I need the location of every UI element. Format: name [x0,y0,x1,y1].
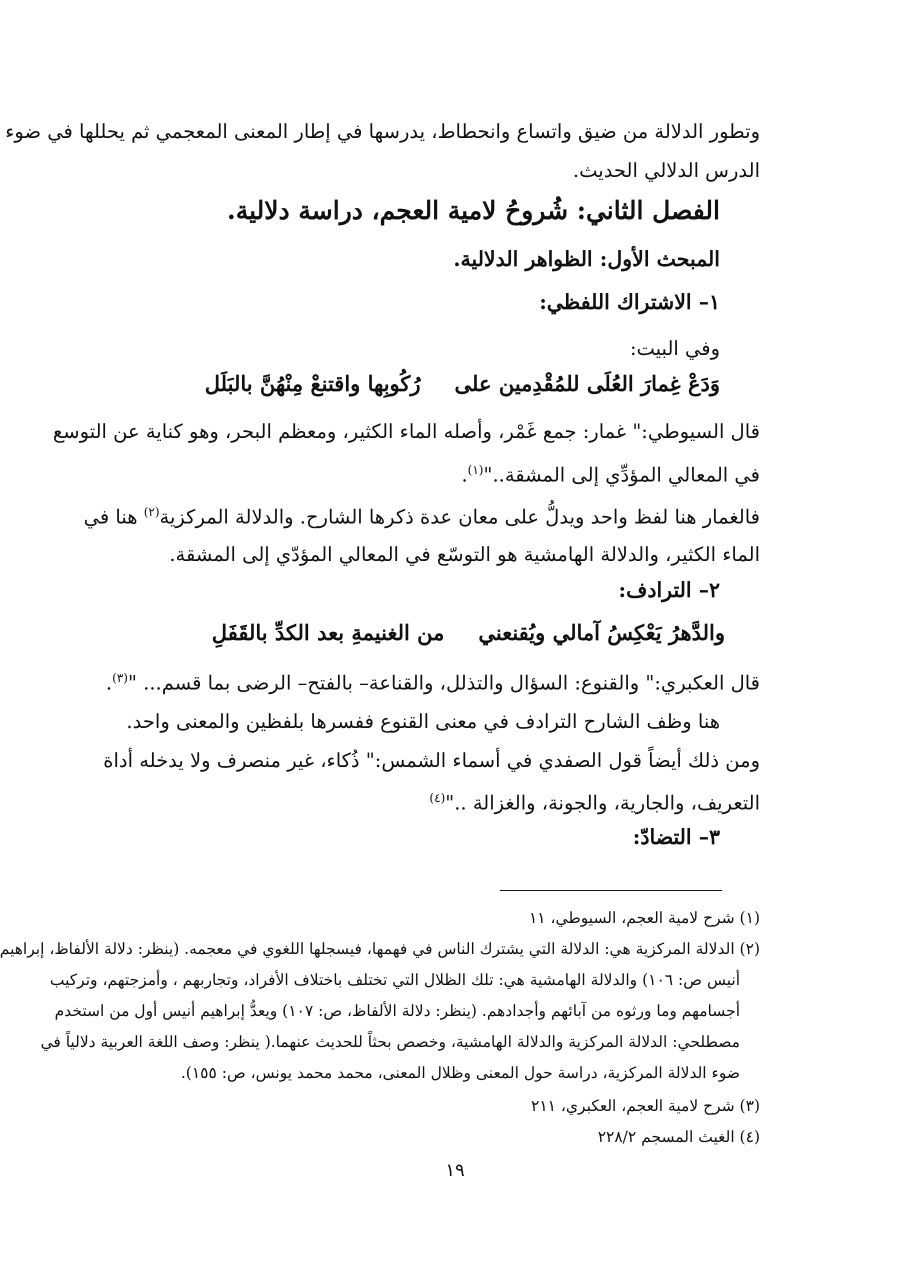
footnote-4: (٤) الغيث المسجم ٢٢٨/٢ [597,1128,760,1146]
item1-heading: ١– الاشتراك اللفظي: [539,290,720,314]
verse-1 [105,371,720,396]
footnote-ref-3: (٣) [112,671,128,685]
footnote-3: (٣) شرح لامية العجم، العكبري، ٢١١ [531,1097,760,1115]
chapter-title: الفصل الثاني: شُروحُ لامية العجم، دراسة دلالية. [227,196,720,225]
footnote-ref-4: (٤) [429,791,446,805]
item1-analysis-line-2: الماء الكثير، والدلالة الهامشية هو التوسّع في المعالي المؤدّي إلى المشقة. [169,543,760,566]
item2-quote-line [105,660,760,702]
item1-quote-text: في المعالي المؤدِّي إلى المشقة.." [483,463,760,487]
item2-example-text: التعريف، والجارية، والجونة، والغزالة .." [445,791,760,815]
intro-line-1: وتطور الدلالة من ضيق واتساع وانحطاط، يدرسها في إطار المعنى المعجمي ثم يحللها في ضوء [5,120,760,143]
item1-quote-end: . [461,463,468,487]
footnote-2-line-1: (٢) الدلالة المركزية هي: الدلالة التي يشترك الناس في فهمها، فيسجلها اللغوي في معجمه. (ينظر: دلالة الألفاظ، إبراهيم [0,940,760,958]
verse-2-first-hemistich: والدَّهرُ يَعْكِسُ آمالي ويُقنعني [478,620,725,645]
intro-line-2: الدرس الدلالي الحديث. [572,159,760,182]
footnote-2-line-4: مصطلحي: الدلالة المركزية والدلالة الهامشية، وخصص بحثاً للحديث عنهما.( ينظر: وصف اللغة العربية دلالياً في [40,1033,740,1051]
verse-2 [105,620,725,645]
item2-heading: ٢– الترادف: [618,578,720,602]
footnote-ref-2: (٢) [143,505,160,519]
item2-quote-text: قال العكبري:" والقنوع: السؤال والتذلل، والقناعة– بالفتح– الرضى بما قسم... " [127,671,760,695]
item2-example-line-2 [105,780,760,822]
footnote-separator [500,890,722,891]
item1-analysis-line-1 [83,494,760,536]
item1-quote-line-2 [105,452,760,494]
item2-note-line: هنا وظف الشارح الترادف في معنى القنوع ففسرها بلفظين والمعنى واحد. [126,710,720,733]
item2-example-line-1: ومن ذلك أيضاً قول الصفدي في أسماء الشمس:" ذُكاء، غير منصرف ولا يدخله أداة [103,749,760,772]
verse-2-second-hemistich: من الغنيمةِ بعد الكدِّ بالقَفَلِ [211,620,445,645]
footnote-1: (١) شرح لامية العجم، السيوطي، ١١ [528,909,760,927]
verse-1-second-hemistich: رُكُوبِها واقتنعْ مِنْهُنَّ بالبَلَل [204,371,421,396]
footnote-2-line-3: أجسامهم وما ورثوه من آبائهم وأجدادهم. (ينظر: دلالة الألفاظ، ص: ١٠٧) ويعدُّ إبراهيم أنيس أول من استخدم [54,1002,740,1020]
item2-quote-end: . [105,671,113,695]
item1-quote-line-1: قال السيوطي:" غمار: جمع غَمْر، وأصله الماء الكثير، ومعظم البحر، وهو كناية عن التوسع [52,420,760,443]
footnote-ref-1: (١) [467,463,484,477]
section-title: المبحث الأول: الظواهر الدلالية. [453,247,720,271]
item1-analysis-text-b: هنا في [83,505,144,529]
item1-analysis-text-a: فالغمار هنا لفظ واحد ويدلُّ على معان عدة ذكرها الشارح. والدلالة المركزية [159,505,760,529]
footnote-2-line-2: أنيس ص: ١٠٦) والدلالة الهامشية هي: تلك الظلال التي تختلف باختلاف الأفراد، وتجاربهم ، وأمزجتهم، وتركيب [49,971,740,989]
footnote-2-line-5: ضوء الدلالة المركزية، دراسة حول المعنى وظلال المعنى، محمد محمد يونس، ص: ١٥٥). [180,1064,740,1082]
page-number: ١٩ [445,1160,465,1181]
item1-lead: وفي البيت: [629,337,720,360]
verse-1-first-hemistich: وَدَعْ غِمارَ العُلَى للمُقْدِمين على [454,371,720,396]
item3-heading: ٣– التضادّ: [632,825,720,849]
